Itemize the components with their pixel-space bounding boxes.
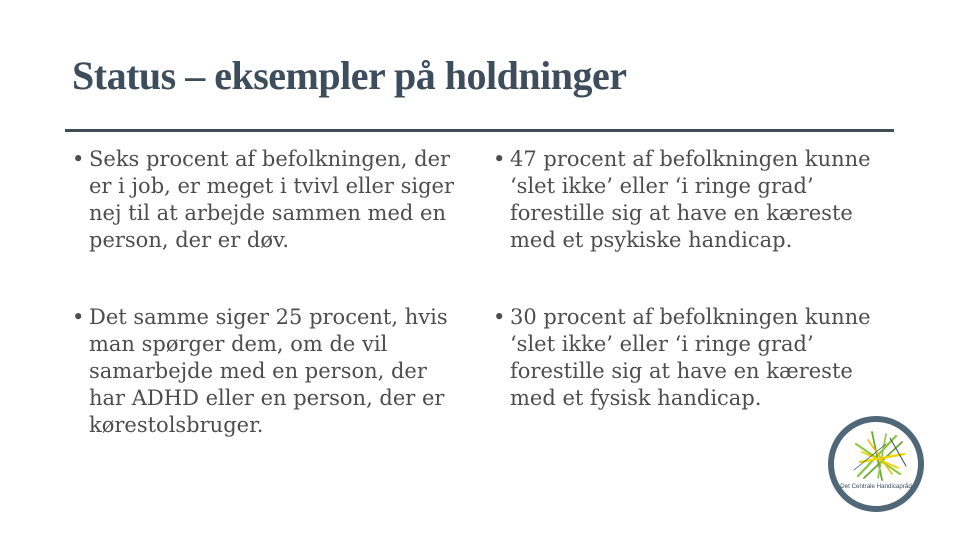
bullet-text: 47 procent af befolkningen kunne ‘slet ikke’ eller ‘i ringe grad’ forestille sig at have en kæreste med et psykiske handicap. <box>510 147 871 252</box>
bullet-text: Det samme siger 25 procent, hvis man spørger dem, om de vil samarbejde med en person, der har ADHD eller en person, der er kørestolsbruger. <box>89 305 448 437</box>
slide-title: Status – eksempler på holdninger <box>72 53 627 98</box>
council-logo <box>826 414 926 514</box>
bullet-dot: • <box>493 147 506 171</box>
title-divider <box>65 129 894 132</box>
bullet-item <box>493 304 883 412</box>
bullet-item <box>72 146 462 254</box>
bullet-dot: • <box>72 305 85 329</box>
bullet-dot: • <box>493 305 506 329</box>
bullet-text: Seks procent af befolkningen, der er i job, er meget i tvivl eller siger nej til at arbejde sammen med en person, der er døv. <box>89 147 455 252</box>
bullet-dot: • <box>72 147 85 171</box>
logo-text: Det Centrale Handicapråd <box>840 483 912 490</box>
bullet-item <box>493 146 883 254</box>
handicap-council-logo-icon <box>826 414 926 514</box>
bullet-text: 30 procent af befolkningen kunne ‘slet ikke’ eller ‘i ringe grad’ forestille sig at have en kæreste med et fysisk handicap. <box>510 305 871 410</box>
right-column <box>493 146 883 462</box>
left-column <box>72 146 462 489</box>
bullet-item <box>72 304 462 439</box>
